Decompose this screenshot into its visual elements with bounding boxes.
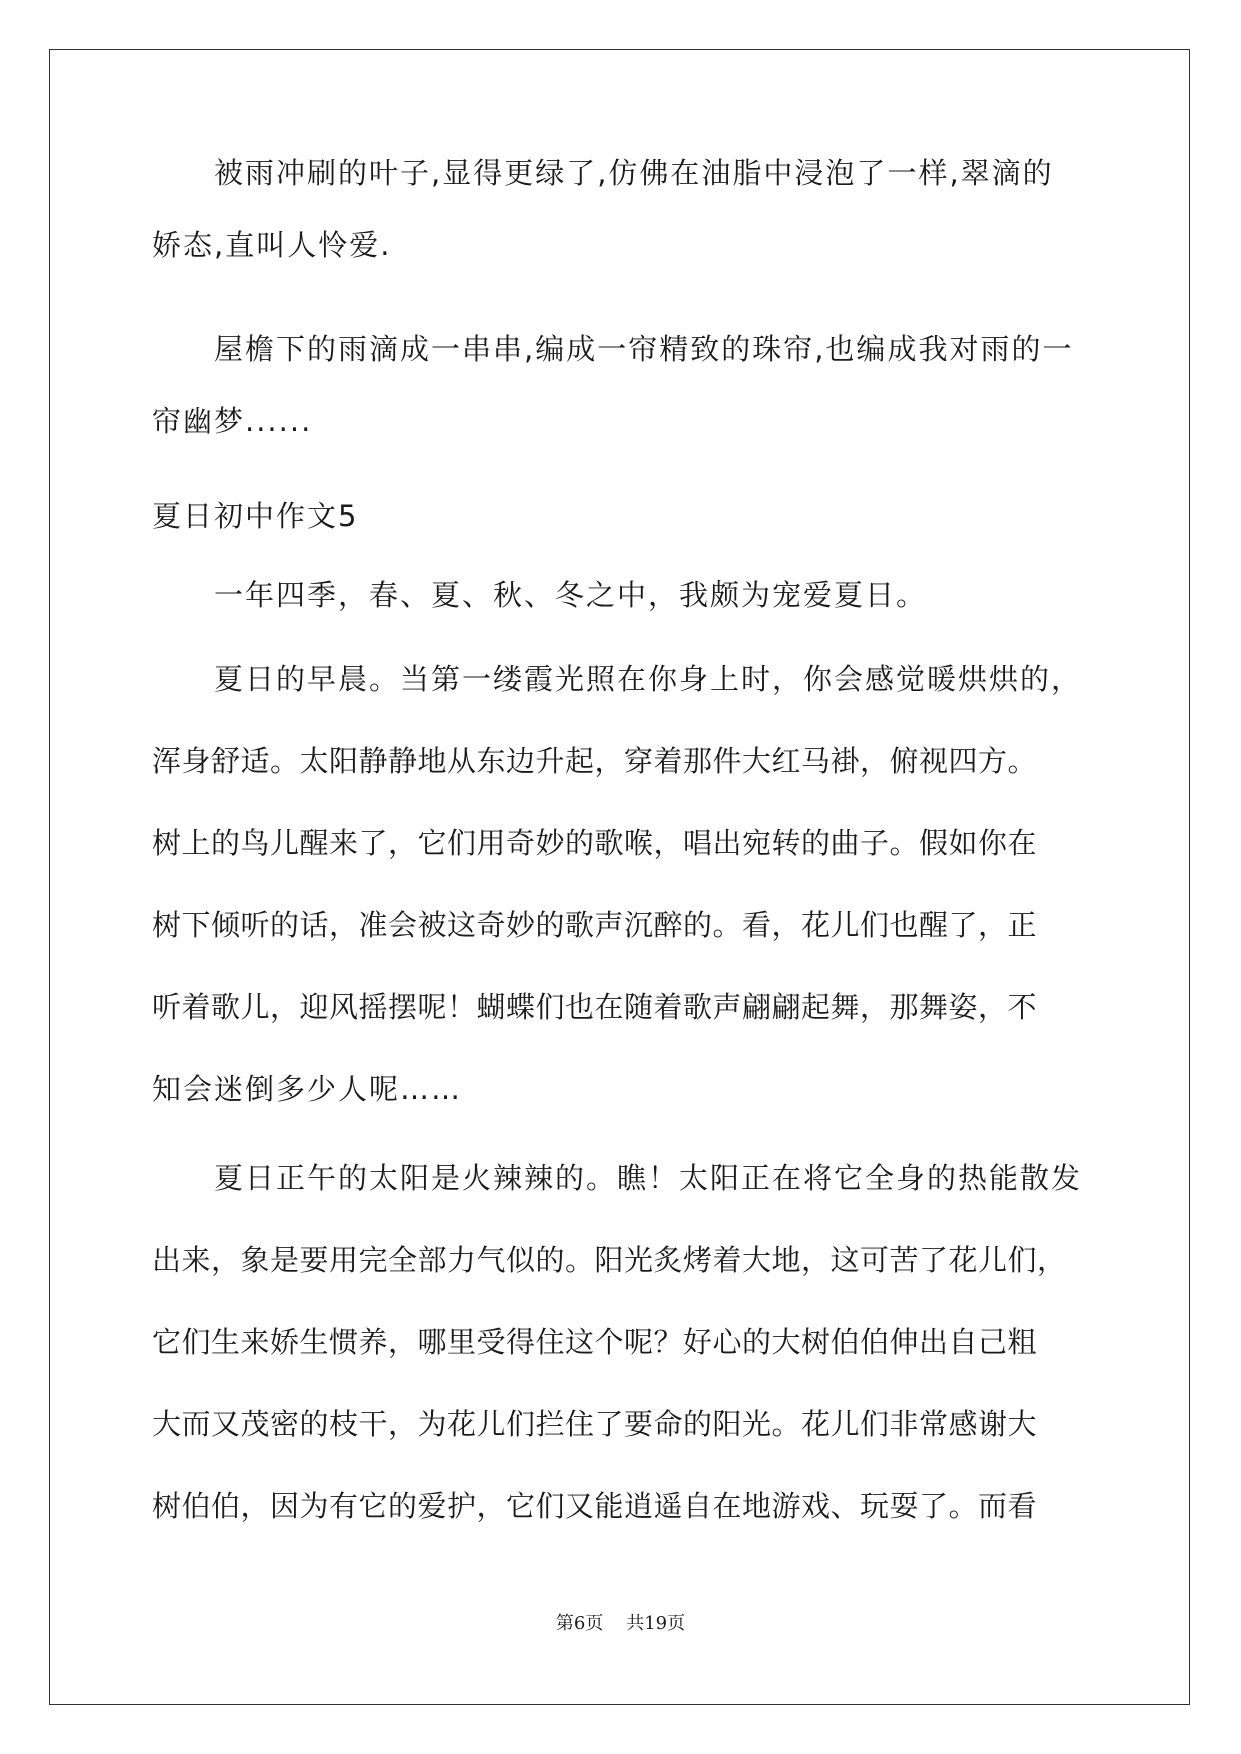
paragraph-line: 大而又茂密的枝干，为花儿们拦住了要命的阳光。花儿们非常感谢大	[152, 1407, 1038, 1441]
paragraph-line: 听着歌儿，迎风摇摆呢！蝴蝶们也在随着歌声翩翩起舞，那舞姿，不	[152, 990, 1038, 1024]
paragraph-line: 它们生来娇生惯养，哪里受得住这个呢？好心的大树伯伯伸出自己粗	[152, 1325, 1038, 1359]
page-total: 共19页	[626, 1613, 686, 1634]
paragraph-line: 一年四季，春、夏、秋、冬之中，我颇为宠爱夏日。	[214, 578, 928, 612]
paragraph-line: 被雨冲刷的叶子,显得更绿了,仿佛在油脂中浸泡了一样,翠滴的	[214, 156, 1054, 190]
section-heading: 夏日初中作文5	[152, 499, 359, 533]
paragraph-line: 娇态,直叫人怜爱.	[152, 228, 392, 262]
paragraph-line: 树下倾听的话，准会被这奇妙的歌声沉醉的。看，花儿们也醒了，正	[152, 908, 1038, 942]
paragraph-line: 浑身舒适。太阳静静地从东边升起，穿着那件大红马褂，俯视四方。	[152, 744, 1038, 778]
paragraph-line: 帘幽梦......	[152, 404, 313, 438]
paragraph-line: 树上的鸟儿醒来了，它们用奇妙的歌喉，唱出宛转的曲子。假如你在	[152, 826, 1038, 860]
page-footer	[0, 1612, 1241, 1636]
paragraph-line: 出来，象是要用完全部力气似的。阳光炙烤着大地，这可苦了花儿们，	[152, 1243, 1067, 1277]
paragraph-line: 树伯伯，因为有它的爱护，它们又能逍遥自在地游戏、玩耍了。而看	[152, 1489, 1038, 1523]
paragraph-line: 知会迷倒多少人呢……	[152, 1072, 463, 1106]
paragraph-line: 夏日正午的太阳是火辣辣的。瞧！太阳正在将它全身的热能散发	[214, 1161, 1083, 1195]
page-border	[49, 49, 1190, 1705]
page-number: 第6页	[555, 1613, 604, 1634]
paragraph-line: 夏日的早晨。当第一缕霞光照在你身上时，你会感觉暖烘烘的，	[214, 662, 1083, 696]
paragraph-line: 屋檐下的雨滴成一串串,编成一帘精致的珠帘,也编成我对雨的一	[214, 332, 1074, 366]
